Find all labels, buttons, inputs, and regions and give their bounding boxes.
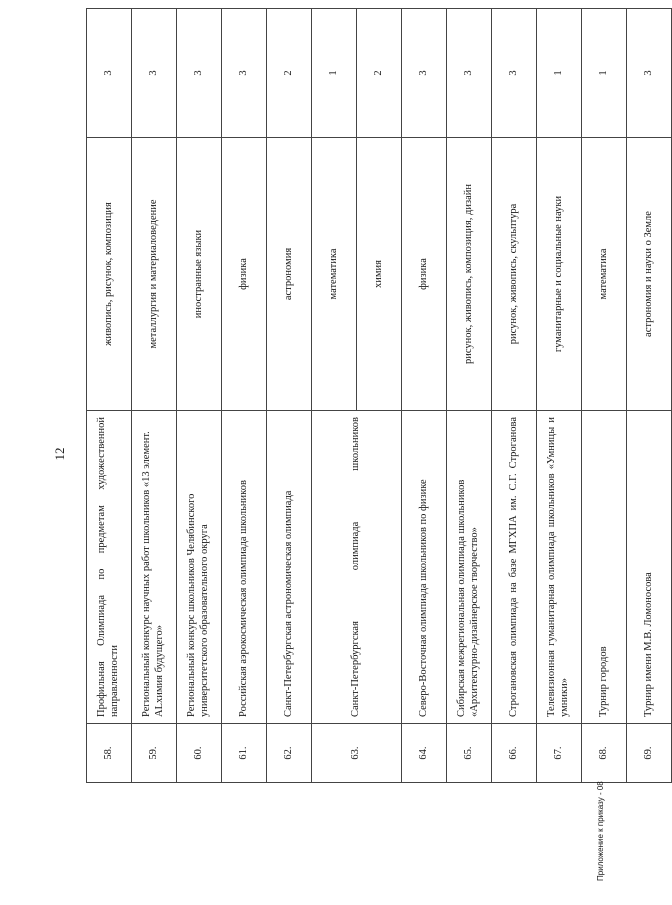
- olympiad-subject: математика: [582, 138, 627, 411]
- olympiad-subject: иностранные языки: [177, 138, 222, 411]
- olympiad-table: [86, 8, 672, 783]
- olympiad-name: Турнир имени М.В. Ломоносова: [627, 411, 672, 724]
- olympiad-subject: рисунок, живопись, композиция, дизайн: [447, 138, 492, 411]
- row-number: 67.: [537, 724, 582, 783]
- olympiad-level: 1: [582, 9, 627, 138]
- row-number: 62.: [267, 724, 312, 783]
- row-number: 59.: [132, 724, 177, 783]
- olympiad-level: 3: [627, 9, 672, 138]
- olympiad-name: Санкт-Петербургская астрономическая олимпиада: [267, 411, 312, 724]
- olympiad-subject: астрономия и науки о Земле: [627, 138, 672, 411]
- olympiad-subject: живопись, рисунок, композиция: [87, 138, 132, 411]
- olympiad-level: 3: [492, 9, 537, 138]
- olympiad-subject: физика: [222, 138, 267, 411]
- olympiad-name: Региональный конкурс школьников Челябинского университетского образовательного округа: [177, 411, 222, 724]
- olympiad-name: Профильная Олимпиада по предметам художественной направленности: [87, 411, 132, 724]
- olympiad-subject: рисунок, живопись, скульптура: [492, 138, 537, 411]
- row-number: 61.: [222, 724, 267, 783]
- olympiad-name: Турнир городов: [582, 411, 627, 724]
- olympiad-level: 3: [177, 9, 222, 138]
- table-body: [87, 9, 672, 783]
- table-row: [312, 9, 357, 783]
- olympiad-level: 3: [447, 9, 492, 138]
- table-row: [177, 9, 222, 783]
- table-row: [222, 9, 267, 783]
- row-number: 63.: [312, 724, 402, 783]
- olympiad-name: Сибирская межрегиональная олимпиада школьников «Архитектурно-дизайнерское творчество»: [447, 411, 492, 724]
- olympiad-name: Северо-Восточная олимпиада школьников по физике: [402, 411, 447, 724]
- olympiad-subject: химия: [357, 138, 402, 411]
- row-number: 68.: [582, 724, 627, 783]
- table-row: [582, 9, 627, 783]
- olympiad-name: Телевизионная гуманитарная олимпиада школьников «Умницы и умники»: [537, 411, 582, 724]
- row-number: 60.: [177, 724, 222, 783]
- table-row: [537, 9, 582, 783]
- row-number: 65.: [447, 724, 492, 783]
- olympiad-subject: физика: [402, 138, 447, 411]
- olympiad-level: 2: [267, 9, 312, 138]
- olympiad-name: Региональный конкурс научных работ школьников «13 элемент. ALхимия будущего»: [132, 411, 177, 724]
- table-row: [267, 9, 312, 783]
- table-row: [87, 9, 132, 783]
- olympiad-level: 3: [402, 9, 447, 138]
- olympiad-level: 2: [357, 9, 402, 138]
- olympiad-subject: металлургия и материаловедение: [132, 138, 177, 411]
- olympiad-level: 1: [312, 9, 357, 138]
- row-number: 58.: [87, 724, 132, 783]
- footnote: Приложение к приказу - 08: [596, 781, 605, 881]
- olympiad-level: 3: [132, 9, 177, 138]
- olympiad-subject: астрономия: [267, 138, 312, 411]
- table-row: [627, 9, 672, 783]
- olympiad-name: Строгановская олимпиада на базе МГХПА им. С.Г. Строганова: [492, 411, 537, 724]
- olympiad-subject: гуманитарные и социальные науки: [537, 138, 582, 411]
- table-row: [447, 9, 492, 783]
- olympiad-name: Российская аэрокосмическая олимпиада школьников: [222, 411, 267, 724]
- row-number: 66.: [492, 724, 537, 783]
- table-row: [402, 9, 447, 783]
- row-number: 64.: [402, 724, 447, 783]
- olympiad-level: 1: [537, 9, 582, 138]
- table-row: [132, 9, 177, 783]
- table-row: [492, 9, 537, 783]
- olympiad-name: Санкт-Петербургская олимпиада школьников: [312, 411, 402, 724]
- olympiad-level: 3: [87, 9, 132, 138]
- page-number: 12: [52, 447, 67, 461]
- olympiad-subject: математика: [312, 138, 357, 411]
- olympiad-level: 3: [222, 9, 267, 138]
- row-number: 69.: [627, 724, 672, 783]
